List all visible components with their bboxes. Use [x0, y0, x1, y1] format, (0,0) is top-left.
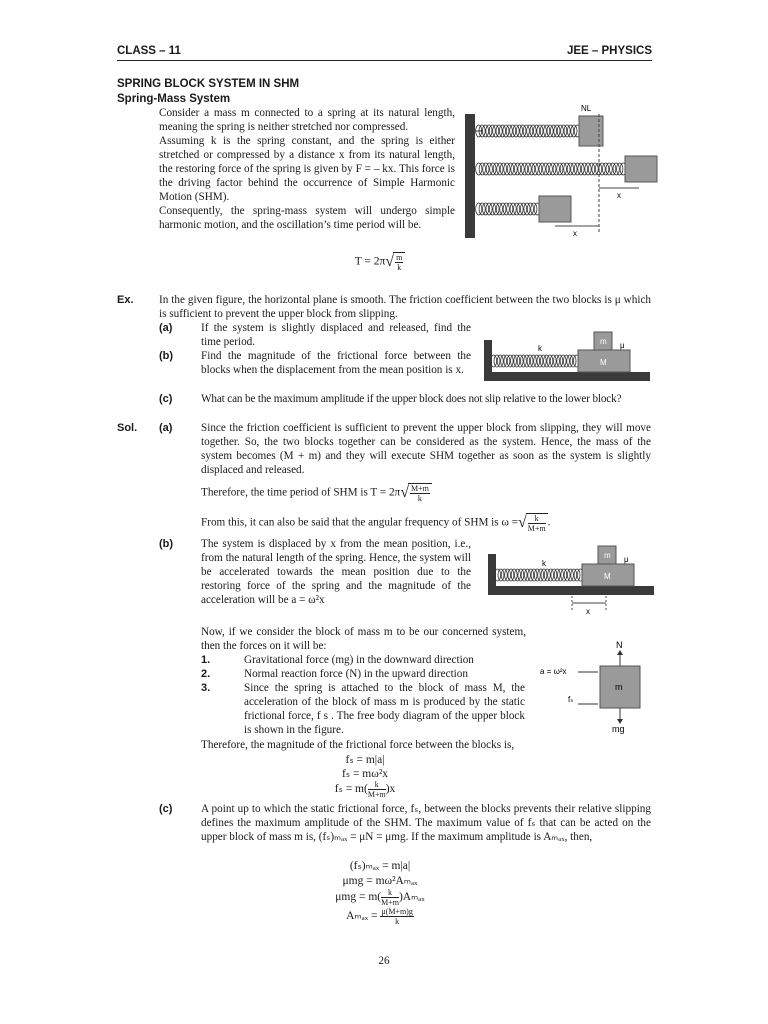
friction-eq-3-den: M+m — [367, 790, 386, 799]
block-M-label: M — [600, 358, 607, 367]
acceleration-label: a = ω²x — [540, 667, 567, 676]
sol-a-period-num: M+m — [411, 484, 429, 493]
sol-a-omega-text: From this, it can also be said that the angular frequency of SHM is ω = — [201, 516, 518, 529]
part-b-label: (b) — [159, 350, 174, 362]
amplitude-eq-2: μmg = mω²Aₘₐₓ — [342, 875, 418, 887]
friction-eq-3-lhs: fₛ = m( — [334, 783, 368, 796]
amplitude-eq-4-num: μ(M+m)g — [381, 907, 413, 916]
x-label: x — [586, 607, 590, 616]
floor — [488, 586, 654, 595]
sqrt-symbol: √ — [400, 484, 409, 501]
block-m-label: m — [615, 682, 623, 692]
friction-eq-2: fₛ = mω²x — [341, 768, 389, 780]
sol-a-omega-num: k — [528, 514, 546, 524]
friction-label: fₛ — [568, 695, 574, 704]
spring-k-label: k — [538, 344, 542, 353]
force-2-text: Normal reaction force (N) in the upward direction — [244, 668, 468, 680]
nl-label: NL — [581, 104, 592, 113]
free-body-diagram — [538, 636, 648, 736]
sol-b-text: The system is displaced by x from the mean position, i.e., from the natural length of the spring. Hence, the system will be accelerated towards the mean position due to the restoring force of the spring and the magnitude of the acceleration will be a = ω²x — [201, 538, 471, 606]
period-lhs: T = 2π — [354, 255, 386, 268]
intro-text — [159, 106, 455, 232]
gravity-label: mg — [612, 724, 625, 734]
sqrt-symbol: √ — [517, 514, 527, 531]
spring-mass-figure — [463, 100, 663, 245]
amplitude-eq-3-den: M+m — [381, 898, 399, 907]
period-formula — [330, 252, 430, 272]
amplitude-eq-3 — [310, 888, 450, 907]
example-label: Ex. — [117, 294, 134, 306]
sol-c-label: (c) — [159, 803, 173, 815]
sol-a-omega: From this, it can also be said that the angular frequency of SHM is ω =√ $\frac{k}{M+m}$ . — [201, 514, 551, 533]
header-subject: JEE – PHYSICS — [566, 45, 652, 57]
block-2 — [625, 156, 657, 182]
part-c-text: What can be the maximum amplitude if the upper block does not slip relative to the lower block? — [201, 393, 622, 405]
friction-eq-3 — [300, 780, 430, 799]
header-class: CLASS – 11 — [117, 45, 181, 57]
part-a-text: If the system is slightly displaced and released, find the time period. — [201, 322, 471, 348]
x-label-2: x — [573, 229, 577, 238]
solution-label: Sol. — [117, 422, 138, 434]
block-m-label: m — [600, 337, 607, 346]
mu-label: μ — [620, 341, 625, 350]
two-block-figure — [482, 328, 652, 384]
sol-b-label: (b) — [159, 538, 174, 550]
amplitude-eq-4 — [310, 907, 450, 926]
sol-a-period — [201, 483, 432, 503]
amplitude-eq-3-num: k — [381, 888, 399, 898]
sol-b-text2: Now, if we consider the block of mass m to be our concerned system, then the forces on it will be: — [201, 626, 526, 652]
friction-eq-3-rhs: )x — [385, 783, 396, 796]
section-title: SPRING BLOCK SYSTEM IN SHM — [117, 78, 300, 90]
amplitude-eq-4-lhs: Aₘₐₓ = — [346, 910, 378, 923]
sol-a-label: (a) — [159, 422, 173, 434]
sqrt-symbol: √ — [385, 253, 395, 270]
sol-c-text: A point up to which the static frictional force, fₛ, between the blocks prevents their relative slipping defines the maximum amplitude of the SHM. The maximum value of fₛ that can be acted on the upper block of mass m is, (fₛ)ₘₐₓ = μN = μmg. If the maximum amplitude is Aₘₐₓ, then, — [201, 803, 651, 843]
part-b-text: Find the magnitude of the frictional force between the blocks when the displacement from the mean position is x. — [201, 350, 471, 376]
block-M-label: M — [604, 572, 611, 581]
intro-paragraph: Assuming k is the spring constant, and the spring is either stretched or compressed by a distance x from its natural length, the restoring force of the spring is given by F = – kx. This force is the driving factor behind the occurrence of Simple Harmonic Motion (SHM). — [159, 135, 455, 203]
force-3-text: Since the spring is attached to the block of mass M, the acceleration of the block of mass m is produced by the static frictional force, f s . The free body diagram of the upper block is shown in the figure. — [244, 682, 525, 736]
header-rule — [117, 60, 652, 61]
amplitude-eq-3-lhs: μmg = m( — [335, 891, 382, 904]
mu-label: μ — [624, 555, 629, 564]
displaced-block-figure — [486, 540, 656, 618]
x-label-1: x — [617, 191, 621, 200]
intro-paragraph: Consequently, the spring-mass system will undergo simple harmonic motion, and the oscillation’s time period will be. — [159, 205, 455, 231]
part-a-label: (a) — [159, 322, 173, 334]
spring-k-label: k — [542, 559, 546, 568]
example-statement: In the given figure, the horizontal plane is smooth. The friction coefficient between the two blocks is μ which is sufficient to prevent the upper block from slipping. — [159, 294, 651, 320]
force-1-text: Gravitational force (mg) in the downward direction — [244, 654, 474, 666]
part-c-label: (c) — [159, 393, 173, 405]
friction-eq-3-num: k — [368, 780, 386, 790]
amplitude-eq-1: (fₛ)ₘₐₓ = m|a| — [349, 860, 411, 872]
sol-a-text: Since the friction coefficient is sufficient to prevent the upper block from slipping, they will move together. So, the two blocks together can be considered as the system. Hence, the mass of the system becomes (M + m) and they will execute SHM together as soon as the system is slightly displaced and released. — [201, 422, 651, 476]
amplitude-eq-4-den: k — [395, 917, 400, 926]
wall — [465, 114, 475, 238]
force-2-label: 2. — [201, 668, 211, 680]
subsection-title: Spring-Mass System — [117, 93, 231, 105]
sol-a-period-text: Therefore, the time period of SHM is T = 2π — [201, 486, 401, 499]
intro-paragraph: Consider a mass m connected to a spring at its natural length, meaning the spring is neither stretched nor compressed. — [159, 107, 455, 133]
block-3 — [539, 196, 571, 222]
normal-arrowhead — [617, 650, 623, 655]
sol-a-period-den: k — [417, 494, 422, 503]
sol-a-omega-den: M+m — [527, 524, 546, 533]
period-den: k — [397, 263, 402, 272]
page-number: 26 — [378, 955, 390, 967]
force-3-label: 3. — [201, 682, 211, 694]
friction-eq-1: fₛ = m|a| — [345, 754, 385, 766]
floor — [484, 372, 650, 381]
sol-b-therefore: Therefore, the magnitude of the frictional force between the blocks is, — [201, 739, 515, 751]
block-m-label: m — [604, 551, 611, 560]
normal-force-label: N — [616, 640, 623, 650]
amplitude-eq-3-rhs: )Aₘₐₓ — [398, 891, 425, 904]
force-1-label: 1. — [201, 654, 211, 666]
period-num: m — [396, 253, 403, 262]
